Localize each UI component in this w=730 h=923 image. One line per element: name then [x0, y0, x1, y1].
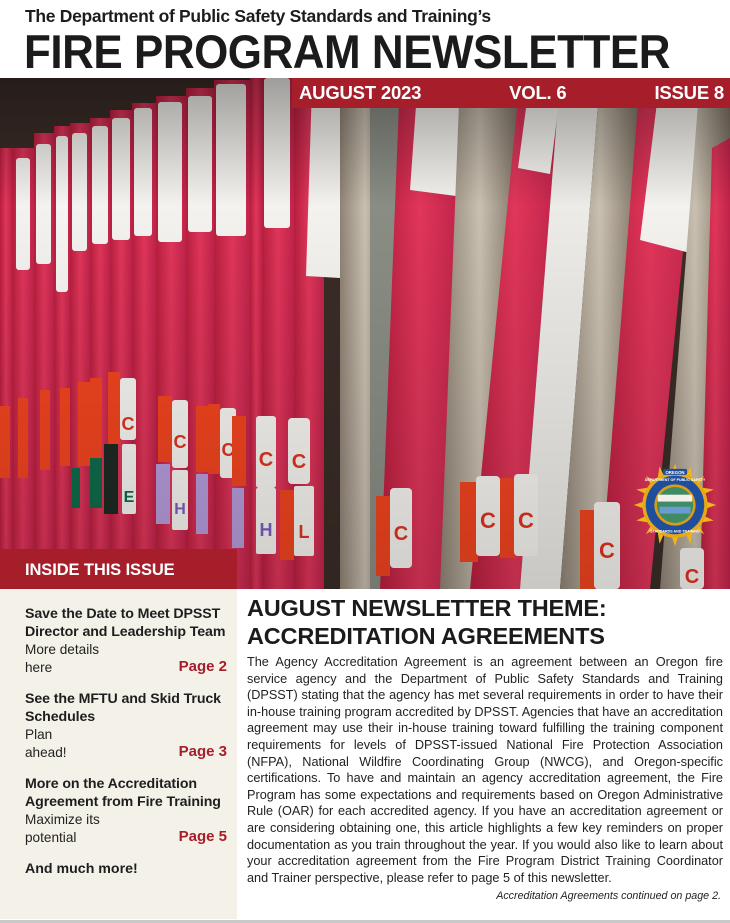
inside-this-issue-header: INSIDE THIS ISSUE	[0, 549, 237, 589]
toc-item-page-link[interactable]: Page 3	[178, 743, 227, 760]
issue-volume: VOL. 6	[509, 82, 567, 103]
toc-item-description: Plan ahead!	[25, 727, 67, 760]
continued-on-page-link[interactable]: Accreditation Agreements continued on page 2.	[496, 890, 721, 903]
toc-item[interactable]	[25, 606, 227, 676]
toc-item-description: More details here	[25, 642, 100, 675]
masthead-subtitle: The Department of Public Safety Standards and Training’s	[25, 6, 491, 26]
article-headline-line1: AUGUST NEWSLETTER THEME:	[247, 595, 607, 621]
inside-this-issue-sidebar	[0, 589, 237, 919]
issue-info-bar	[292, 78, 730, 108]
toc-item[interactable]	[25, 691, 227, 761]
seal-ring-bottom-text: STANDARDS AND TRAINING	[650, 529, 700, 534]
folders-illustration	[0, 78, 730, 589]
newsletter-title: FIRE PROGRAM NEWSLETTER	[24, 25, 670, 78]
seal-ring-top-text: DEPARTMENT OF PUBLIC SAFETY	[644, 477, 706, 482]
article-body: The Agency Accreditation Agreement is an agreement between an Oregon fire service agency and the Department of Public Safety Standards and Training (DPSST) stating that the agency has met several requirements in order to have their in-house training program accredited by DPSST. Agencies that have an accreditation agreement may use their in-house training toward fulfilling the training component requirements for levels of DPSST-issued National Fire Protection Association (NFPA), National Wildfire Coordinating Group (NWCG), and Oregon-specific certifications. To have and maintain an agency accreditation agreement, the Fire Program has some expectations and requirements based on Oregon Administrative Rule (OAR) for each accredited agency. If you have an accreditation agreement or are considering obtaining one, this article highlights a few key reminders on proper documentation as you train throughout the year. If you would also like to learn about your accreditation agreement from the Fire Program District Training Coordinator and Trainer perspective, please refer to page 5 of this newsletter.	[247, 655, 723, 885]
toc-item-title: See the MFTU and Skid Truck Schedules	[25, 691, 221, 725]
issue-date: AUGUST 2023	[299, 82, 422, 103]
toc-item-title: More on the Accreditation Agreement from Fire Training	[25, 776, 221, 810]
article-headline	[247, 594, 723, 650]
toc-item-page-link[interactable]: Page 5	[178, 828, 227, 845]
toc-item[interactable]	[25, 776, 227, 846]
issue-number: ISSUE 8	[654, 82, 724, 103]
cover-photo-file-folders	[0, 78, 730, 589]
theme-article	[247, 594, 723, 902]
toc-and-much-more: And much more!	[25, 861, 138, 877]
article-headline-line2: ACCREDITATION AGREEMENTS	[247, 623, 605, 649]
masthead	[0, 0, 730, 78]
toc-item-page-link[interactable]: Page 2	[178, 658, 227, 675]
toc-item-title: Save the Date to Meet DPSST Director and Leadership Team	[25, 606, 226, 640]
dpsst-seal-icon	[632, 462, 718, 548]
seal-oregon-text: OREGON	[665, 470, 685, 476]
toc-item-description: Maximize its potential	[25, 812, 100, 845]
